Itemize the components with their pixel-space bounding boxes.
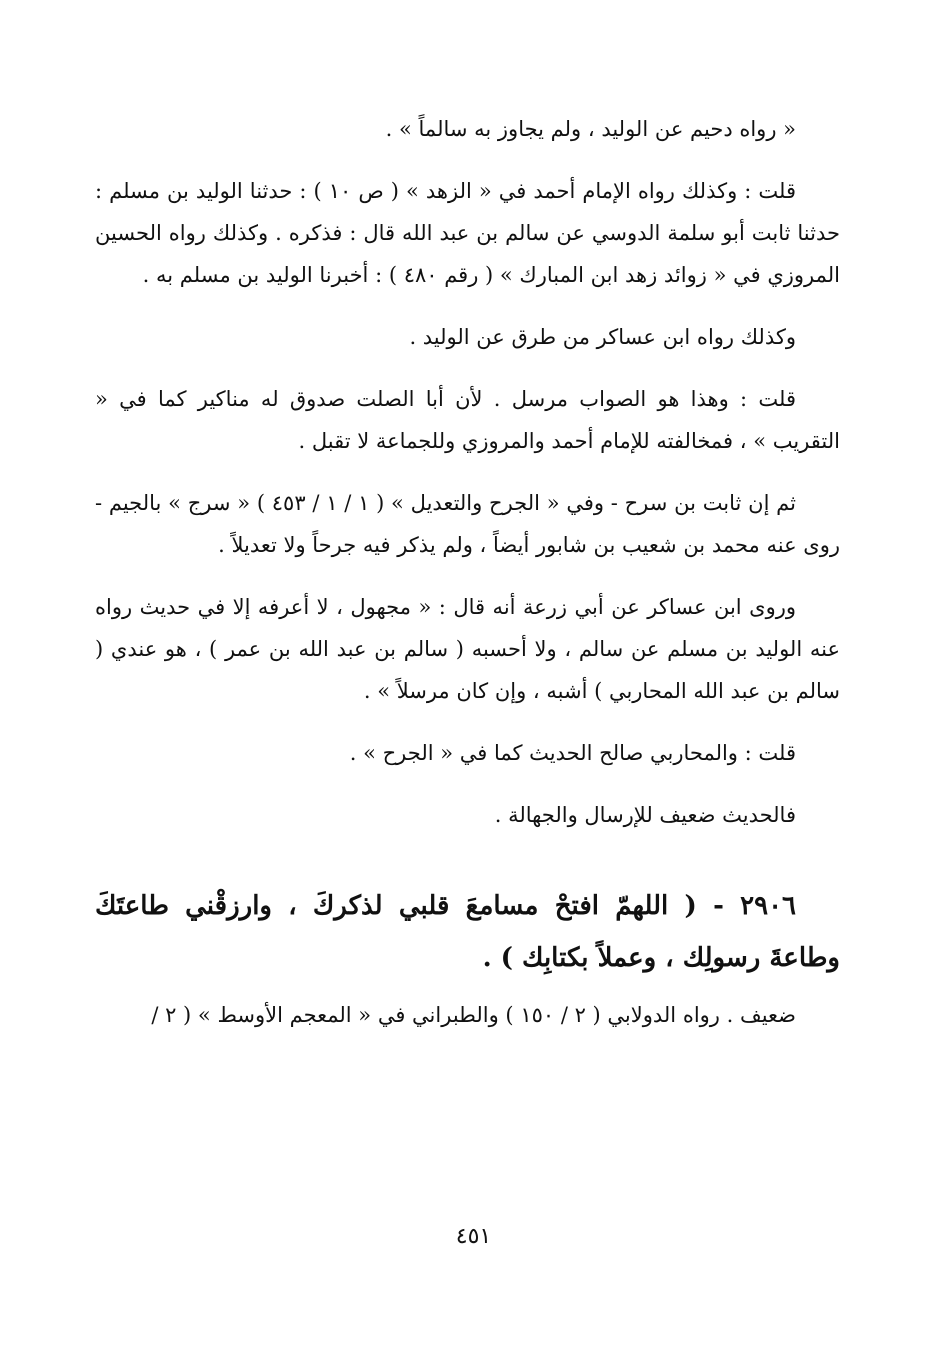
paragraph-ahmad-zuhd: قلت : وكذلك رواه الإمام أحمد في « الزهد » ( ص ١٠ ) : حدثنا الوليد بن مسلم : حدثنا ثابت أبو سلمة الدوسي عن سالم بن عبد الله قال : فذكره . وكذلك رواه الحسين المروزي في « زوائد زهد ابن المبارك » ( رقم ٤٨٠ ) : أخبرنا الوليد بن مسلم به . <box>95 179 840 287</box>
paragraph-abu-zura: وروى ابن عساكر عن أبي زرعة أنه قال : « مجهول ، لا أعرفه إلا في حديث رواه عنه الوليد بن مسلم عن سالم ، ولا أحسبه ( سالم بن عبد الله بن عمر ) ، هو عندي ( سالم بن عبد الله المحاربي ) أشبه ، وإن كان مرسلاً » . <box>95 595 840 703</box>
paragraph-conclusion: فالحديث ضعيف للإرسال والجهالة . <box>494 803 796 827</box>
paragraph-ibn-asakir: وكذلك رواه ابن عساكر من طرق عن الوليد . <box>409 325 796 349</box>
paragraph-grading: ضعيف . رواه الدولابي ( ٢ / ١٥٠ ) والطبراني في « المعجم الأوسط » ( ٢ / <box>151 1003 796 1027</box>
paragraph-thabit-ibn-sarh: ثم إن ثابت بن سرح - وفي « الجرح والتعديل » ( ١ / ١ / ٤٥٣ ) « سرج » بالجيم - روى عنه محمد بن شعيب بن شابور أيضاً ، ولم يذكر فيه جرحاً ولا تعديلاً . <box>95 491 840 557</box>
page-number: ٤٥١ <box>455 1224 492 1249</box>
hadith-heading: ٢٩٠٦ - ( اللهمّ افتحْ مسامعَ قلبي لذكركَ ، وارزقْني طاعتَكَ وطاعةَ رسولِك ، وعملاً بكتابِك ) . <box>95 891 840 973</box>
paragraph-mursal: قلت : وهذا هو الصواب مرسل . لأن أبا الصلت صدوق له مناكير كما في « التقريب » ، فمخالفته للإمام أحمد والمروزي وللجماعة لا تقبل . <box>95 387 840 453</box>
paragraph-muharibi: قلت : والمحاربي صالح الحديث كما في « الجرح » . <box>349 741 796 765</box>
paragraph-quote-duhaim: « رواه دحيم عن الوليد ، ولم يجاوز به سالماً » . <box>385 117 796 141</box>
page-body <box>95 108 840 1036</box>
